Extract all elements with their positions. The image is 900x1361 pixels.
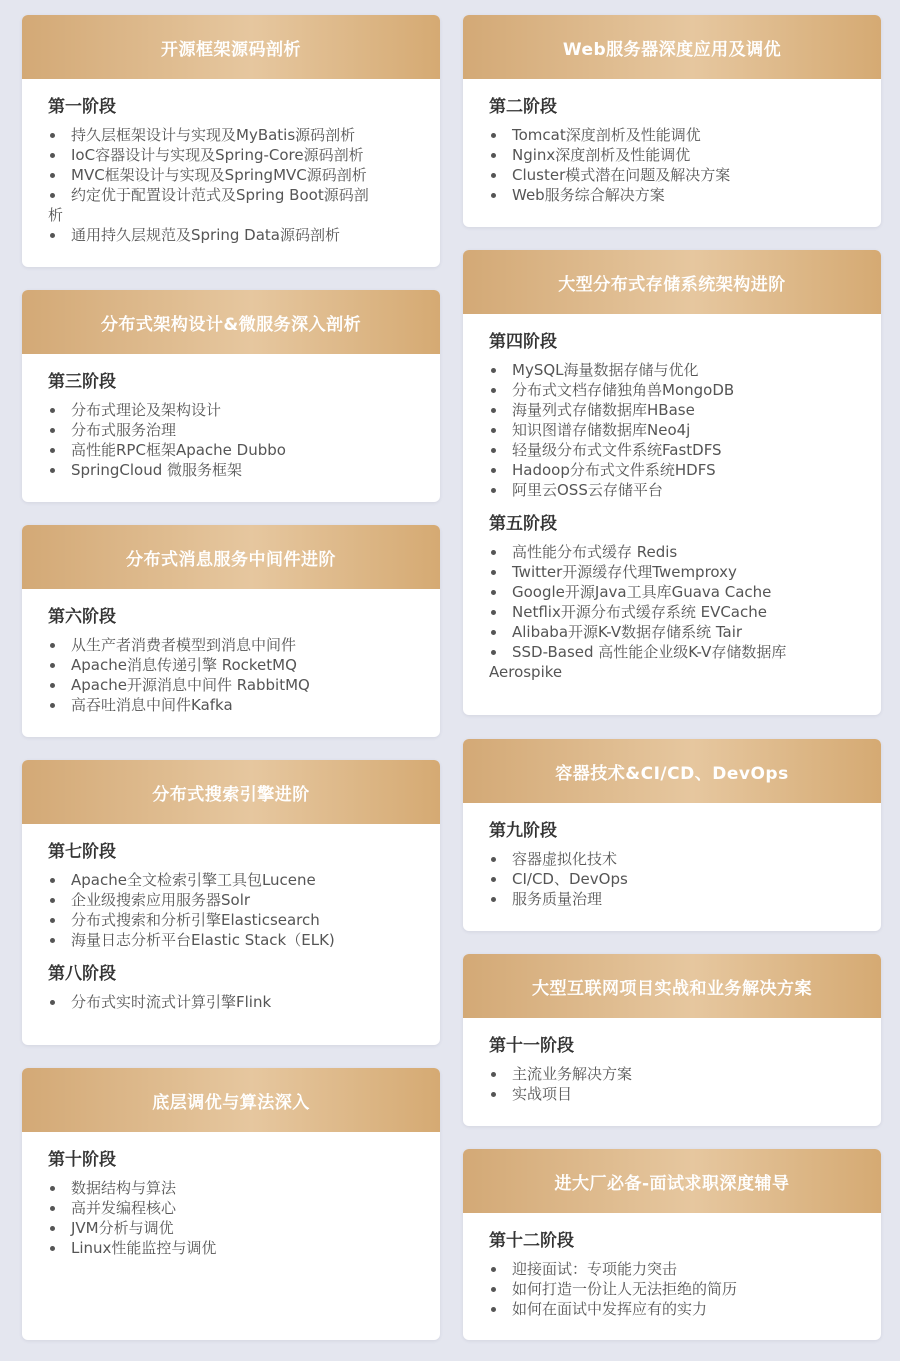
topic-text: MVC框架设计与实现及SpringMVC源码剖析	[71, 166, 367, 184]
stage-section	[489, 1036, 859, 1104]
topic-item	[489, 602, 859, 622]
card-body	[463, 79, 881, 215]
card-title: 底层调优与算法深入	[22, 1068, 440, 1132]
topic-text: 实战项目	[512, 1085, 573, 1103]
topic-text: 约定优于配置设计范式及Spring Boot源码剖	[71, 186, 369, 204]
topic-text: 从生产者消费者模型到消息中间件	[71, 636, 297, 654]
topic-text: 持久层框架设计与实现及MyBatis源码剖析	[71, 126, 356, 144]
topic-text: 知识图谱存储数据库Neo4j	[512, 421, 691, 439]
topic-item	[48, 910, 418, 930]
bullet-icon	[491, 488, 496, 493]
topic-item	[489, 185, 859, 205]
card-body	[22, 589, 440, 725]
topic-text: SSD-Based 高性能企业级K-V存储数据库	[512, 643, 787, 661]
stage-title: 第一阶段	[48, 97, 116, 117]
topic-list	[48, 125, 418, 245]
topic-text: Alibaba开源K-V数据存储系统 Tair	[512, 623, 743, 641]
topic-item	[489, 1279, 859, 1299]
stage-title: 第十一阶段	[489, 1036, 574, 1056]
topic-item	[48, 992, 418, 1012]
topic-text: Apache开源消息中间件 RabbitMQ	[71, 676, 310, 694]
topic-item	[489, 849, 859, 869]
topic-text: Hadoop分布式文件系统HDFS	[512, 461, 716, 479]
card-body	[463, 1018, 881, 1114]
topic-text: Apache全文检索引擎工具包Lucene	[71, 871, 316, 889]
topic-item	[48, 635, 418, 655]
card-source-analysis	[22, 15, 440, 267]
bullet-icon	[50, 408, 55, 413]
topic-item	[48, 930, 418, 950]
topic-list	[48, 1178, 418, 1258]
topic-item	[489, 460, 859, 480]
card-title: 开源框架源码剖析	[22, 15, 440, 79]
topic-text: 阿里云OSS云存储平台	[512, 481, 663, 499]
topic-text: 如何在面试中发挥应有的实力	[512, 1300, 708, 1318]
topic-text: 如何打造一份让人无法拒绝的简历	[512, 1280, 738, 1298]
card-body	[463, 1213, 881, 1329]
topic-list	[489, 849, 859, 909]
topic-text: MySQL海量数据存储与优化	[512, 361, 699, 379]
card-body	[22, 1132, 440, 1268]
bullet-icon	[491, 1307, 496, 1312]
topic-text: Apache消息传递引擎 RocketMQ	[71, 656, 297, 674]
topic-text: CI/CD、DevOps	[512, 870, 628, 888]
bullet-icon	[50, 153, 55, 158]
bullet-icon	[50, 448, 55, 453]
bullet-icon	[491, 550, 496, 555]
card-search-engine	[22, 760, 440, 1045]
bullet-icon	[50, 1246, 55, 1251]
bullet-icon	[50, 1186, 55, 1191]
topic-item	[489, 642, 859, 682]
card-tuning-algorithms	[22, 1068, 440, 1340]
stage-title: 第十二阶段	[489, 1231, 574, 1251]
topic-text: 迎接面试：专项能力突击	[512, 1260, 678, 1278]
topic-list	[489, 542, 859, 682]
stage-section	[48, 372, 418, 480]
stage-section	[48, 607, 418, 715]
topic-item	[489, 1259, 859, 1279]
stage-section	[48, 964, 418, 1012]
bullet-icon	[491, 368, 496, 373]
bullet-icon	[491, 590, 496, 595]
bullet-icon	[491, 1072, 496, 1077]
stage-section	[48, 842, 418, 950]
bullet-icon	[491, 428, 496, 433]
topic-text: Linux性能监控与调优	[71, 1239, 217, 1257]
bullet-icon	[50, 468, 55, 473]
card-distributed-architecture	[22, 290, 440, 502]
stage-section	[489, 821, 859, 909]
bullet-icon	[491, 388, 496, 393]
topic-item	[48, 400, 418, 420]
bullet-icon	[491, 1092, 496, 1097]
topic-item	[489, 889, 859, 909]
topic-item	[48, 675, 418, 695]
topic-item	[48, 125, 418, 145]
topic-item	[489, 1299, 859, 1319]
topic-text: Twitter开源缓存代理Twemproxy	[512, 563, 737, 581]
bullet-icon	[491, 153, 496, 158]
bullet-icon	[50, 1226, 55, 1231]
bullet-icon	[491, 650, 496, 655]
card-title: 大型分布式存储系统架构进阶	[463, 250, 881, 314]
topic-text: IoC容器设计与实现及Spring-Core源码剖析	[71, 146, 364, 164]
card-title: Web服务器深度应用及调优	[463, 15, 881, 79]
bullet-icon	[50, 428, 55, 433]
topic-item	[48, 870, 418, 890]
stage-section	[489, 97, 859, 205]
bullet-icon	[491, 193, 496, 198]
bullet-icon	[50, 1206, 55, 1211]
card-body	[22, 824, 440, 1022]
bullet-icon	[50, 898, 55, 903]
topic-item	[48, 145, 418, 165]
topic-item	[489, 420, 859, 440]
bullet-icon	[50, 938, 55, 943]
bullet-icon	[50, 233, 55, 238]
card-message-middleware	[22, 525, 440, 737]
bullet-icon	[491, 570, 496, 575]
stage-section	[489, 332, 859, 500]
topic-item	[48, 460, 418, 480]
card-body	[22, 354, 440, 490]
topic-item	[489, 582, 859, 602]
topic-text: 企业级搜索应用服务器Solr	[71, 891, 251, 909]
topic-text-continuation: Aerospike	[489, 663, 563, 681]
bullet-icon	[50, 683, 55, 688]
topic-item	[48, 1198, 418, 1218]
bullet-icon	[50, 133, 55, 138]
topic-text: 海量列式存储数据库HBase	[512, 401, 695, 419]
topic-text: 分布式服务治理	[71, 421, 177, 439]
topic-item	[48, 420, 418, 440]
topic-item	[489, 380, 859, 400]
stage-title: 第六阶段	[48, 607, 116, 627]
card-title: 分布式搜索引擎进阶	[22, 760, 440, 824]
topic-text: 海量日志分析平台Elastic Stack（ELK)	[71, 931, 335, 949]
topic-item	[489, 1064, 859, 1084]
topic-text: SpringCloud 微服务框架	[71, 461, 243, 479]
bullet-icon	[491, 610, 496, 615]
bullet-icon	[50, 878, 55, 883]
topic-item	[48, 695, 418, 715]
topic-text: Google开源Java工具库Guava Cache	[512, 583, 772, 601]
topic-list	[48, 400, 418, 480]
topic-item	[489, 480, 859, 500]
stage-section	[48, 1150, 418, 1258]
card-title: 分布式架构设计&微服务深入剖析	[22, 290, 440, 354]
topic-text: 高并发编程核心	[71, 1199, 177, 1217]
bullet-icon	[50, 703, 55, 708]
stage-title: 第七阶段	[48, 842, 116, 862]
topic-text: 分布式实时流式计算引擎Flink	[71, 993, 272, 1011]
bullet-icon	[491, 173, 496, 178]
topic-list	[489, 1064, 859, 1104]
topic-list	[48, 870, 418, 950]
topic-text: 通用持久层规范及Spring Data源码剖析	[71, 226, 340, 244]
topic-text: Cluster模式潜在问题及解决方案	[512, 166, 731, 184]
topic-item	[48, 655, 418, 675]
topic-text: 高吞吐消息中间件Kafka	[71, 696, 233, 714]
topic-item	[489, 869, 859, 889]
stage-title: 第二阶段	[489, 97, 557, 117]
bullet-icon	[50, 173, 55, 178]
bullet-icon	[50, 918, 55, 923]
card-body	[463, 803, 881, 919]
topic-list	[48, 635, 418, 715]
stage-section	[489, 514, 859, 682]
topic-item	[48, 1238, 418, 1258]
topic-text: 分布式文档存储独角兽MongoDB	[512, 381, 735, 399]
topic-text: 容器虚拟化技术	[512, 850, 618, 868]
stage-title: 第三阶段	[48, 372, 116, 392]
topic-item	[489, 562, 859, 582]
stage-title: 第九阶段	[489, 821, 557, 841]
bullet-icon	[491, 897, 496, 902]
topic-text: 分布式搜索和分析引擎Elasticsearch	[71, 911, 320, 929]
stage-section	[489, 1231, 859, 1319]
bullet-icon	[50, 643, 55, 648]
stage-title: 第八阶段	[48, 964, 116, 984]
card-web-server	[463, 15, 881, 227]
topic-item	[489, 125, 859, 145]
topic-item	[489, 542, 859, 562]
topic-text: 高性能分布式缓存 Redis	[512, 543, 678, 561]
bullet-icon	[491, 1267, 496, 1272]
topic-text: 数据结构与算法	[71, 1179, 177, 1197]
topic-item	[48, 165, 418, 185]
topic-text: Nginx深度剖析及性能调优	[512, 146, 691, 164]
bullet-icon	[50, 193, 55, 198]
topic-text-continuation: 析	[48, 206, 64, 224]
topic-list	[489, 1259, 859, 1319]
topic-item	[489, 622, 859, 642]
topic-text: 主流业务解决方案	[512, 1065, 633, 1083]
card-title: 大型互联网项目实战和业务解决方案	[463, 954, 881, 1018]
topic-item	[489, 1084, 859, 1104]
bullet-icon	[491, 408, 496, 413]
topic-item	[489, 145, 859, 165]
bullet-icon	[491, 468, 496, 473]
topic-item	[489, 165, 859, 185]
topic-item	[489, 400, 859, 420]
stage-title: 第五阶段	[489, 514, 557, 534]
card-title: 容器技术&CI/CD、DevOps	[463, 739, 881, 803]
bullet-icon	[491, 857, 496, 862]
topic-list	[48, 992, 418, 1012]
card-containers-devops	[463, 739, 881, 931]
topic-text: JVM分析与调优	[71, 1219, 174, 1237]
topic-item	[48, 890, 418, 910]
bullet-icon	[50, 663, 55, 668]
topic-item	[48, 1178, 418, 1198]
topic-item	[489, 360, 859, 380]
topic-item	[48, 185, 418, 225]
bullet-icon	[491, 448, 496, 453]
topic-list	[489, 360, 859, 500]
card-title: 分布式消息服务中间件进阶	[22, 525, 440, 589]
bullet-icon	[491, 877, 496, 882]
topic-text: 分布式理论及架构设计	[71, 401, 222, 419]
topic-text: 高性能RPC框架Apache Dubbo	[71, 441, 286, 459]
topic-text: Tomcat深度剖析及性能调优	[512, 126, 701, 144]
card-interview-coaching	[463, 1149, 881, 1340]
card-body	[22, 79, 440, 255]
topic-item	[48, 225, 418, 245]
stage-title: 第十阶段	[48, 1150, 116, 1170]
stage-section	[48, 97, 418, 245]
topic-item	[489, 440, 859, 460]
topic-item	[48, 440, 418, 460]
card-body	[463, 314, 881, 692]
topic-text: 服务质量治理	[512, 890, 603, 908]
topic-text: Netflix开源分布式缓存系统 EVCache	[512, 603, 767, 621]
bullet-icon	[491, 1287, 496, 1292]
bullet-icon	[50, 1000, 55, 1005]
card-internet-projects	[463, 954, 881, 1126]
card-distributed-storage	[463, 250, 881, 715]
bullet-icon	[491, 630, 496, 635]
stage-title: 第四阶段	[489, 332, 557, 352]
card-title: 进大厂必备-面试求职深度辅导	[463, 1149, 881, 1213]
topic-text: Web服务综合解决方案	[512, 186, 665, 204]
topic-item	[48, 1218, 418, 1238]
topic-text: 轻量级分布式文件系统FastDFS	[512, 441, 722, 459]
topic-list	[489, 125, 859, 205]
bullet-icon	[491, 133, 496, 138]
